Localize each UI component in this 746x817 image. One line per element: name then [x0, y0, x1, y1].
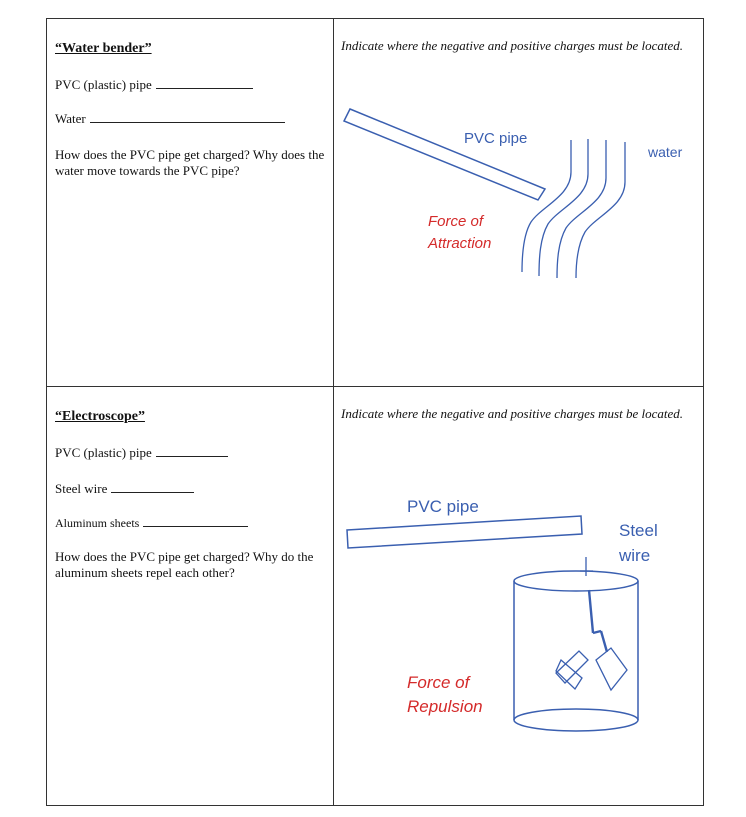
electroscope-prompt: Indicate where the negative and positive charges must be located.	[341, 406, 683, 421]
electroscope-item-pvc: PVC (plastic) pipe	[55, 445, 228, 461]
water-bender-diagram	[344, 109, 683, 278]
steel-wire-label-line2: wire	[619, 546, 651, 565]
force-attraction-label-line2: Attraction	[428, 235, 492, 252]
water-bender-item-water: Water	[55, 111, 285, 127]
electroscope-diagram	[347, 497, 658, 731]
force-attraction-label-line1: Force of	[428, 213, 484, 230]
aluminum-sheets	[556, 648, 627, 690]
electroscope-item-sheets: Aluminum sheets	[55, 515, 248, 531]
pvc-pipe-horizontal	[347, 516, 582, 548]
water-bender-question: How does the PVC pipe get charged? Why does the water move towards the PVC pipe?	[55, 147, 325, 178]
electroscope-item-wire: Steel wire	[55, 481, 194, 497]
electroscope-question: How does the PVC pipe get charged? Why do the aluminum sheets repel each other?	[55, 549, 314, 580]
force-repulsion-label-line1: Force of	[407, 673, 470, 692]
water-bender-item-pvc: PVC (plastic) pipe	[55, 77, 253, 93]
electroscope-title: “Electroscope”	[55, 409, 145, 424]
force-repulsion-label-line2: Repulsion	[407, 697, 483, 716]
pvc-pipe-tilted	[344, 109, 545, 200]
water-bender-prompt: Indicate where the negative and positive charges must be located.	[341, 38, 683, 53]
water-bender-title: “Water bender”	[55, 41, 152, 56]
steel-wire-label-line1: Steel	[619, 521, 658, 540]
jar	[514, 571, 638, 731]
water-label: water	[648, 144, 683, 160]
pvc-pipe-label: PVC pipe	[407, 497, 479, 516]
water-stream-lines	[522, 139, 625, 278]
pvc-pipe-label: PVC pipe	[464, 130, 528, 147]
